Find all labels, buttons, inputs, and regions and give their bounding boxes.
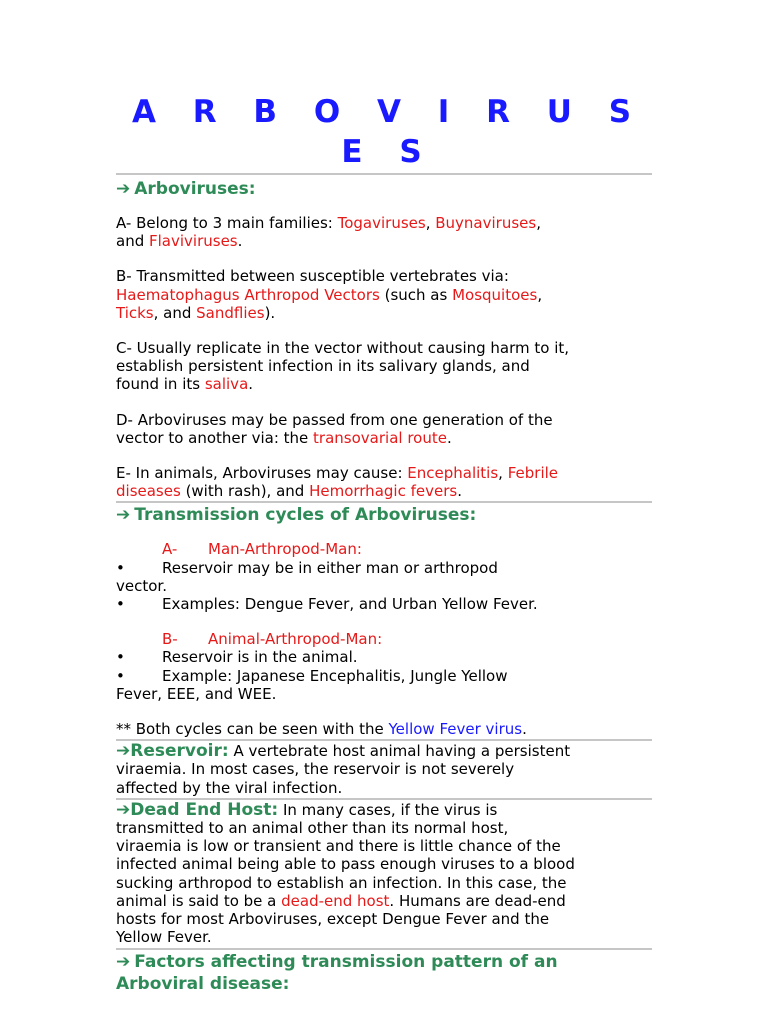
- text: .: [522, 720, 527, 739]
- text: C- Usually replicate in the vector without causing harm to it,: [116, 339, 570, 358]
- arrow-icon: ➔: [116, 179, 131, 199]
- text: In many cases, if the virus is: [278, 800, 498, 819]
- bullet-icon: •: [116, 595, 125, 614]
- text: .: [446, 428, 452, 447]
- text: viraemia. In most cases, the reservoir is not severely: [116, 760, 515, 779]
- text: viraemia is low or transient and there is little chance of the: [116, 837, 561, 856]
- divider: [116, 948, 652, 950]
- text: found in its: [116, 375, 205, 394]
- cycle-label: B-: [162, 630, 178, 649]
- heading-text: Arboviral disease:: [116, 973, 290, 994]
- text: vector to another via: the: [116, 428, 314, 447]
- section-heading-transmission: [116, 504, 652, 526]
- text: ,: [498, 464, 508, 483]
- text: E- In animals, Arboviruses may cause:: [116, 464, 408, 483]
- text: infected animal being able to pass enough viruses to a blood: [116, 855, 575, 874]
- bullet-icon: •: [116, 558, 125, 577]
- section-heading-arboviruses: [116, 178, 652, 200]
- term: Hemorrhagic fevers: [309, 482, 458, 501]
- term: dead-end host: [281, 891, 390, 910]
- arrow-icon: ➔: [116, 505, 131, 526]
- section-heading-factors: [116, 951, 652, 995]
- text: A vertebrate host animal having a persistent: [228, 742, 571, 761]
- text: Reservoir may be in either man or arthropod: [162, 558, 498, 577]
- heading-text: Reservoir:: [130, 741, 229, 762]
- text: ** Both cycles can be seen with the: [116, 720, 389, 739]
- term: Febrile: [507, 464, 559, 483]
- text: sucking arthropod to establish an infection. In this case, the: [116, 873, 567, 892]
- bullet-icon: •: [116, 666, 125, 685]
- divider: [116, 501, 652, 503]
- heading-text: Transmission cycles of Arboviruses:: [134, 505, 477, 526]
- heading-text: Dead End Host:: [130, 799, 279, 820]
- arrow-icon: ➔: [116, 799, 131, 820]
- text: ,: [537, 285, 543, 304]
- heading-text: Factors affecting transmission pattern of an: [134, 951, 558, 972]
- point-c: [116, 339, 652, 394]
- term: Sandflies: [196, 303, 265, 322]
- text: .: [248, 375, 254, 394]
- cycle-title: Man-Arthropod-Man:: [208, 540, 362, 559]
- point-e: [116, 464, 652, 500]
- text: Reservoir is in the animal.: [162, 648, 358, 667]
- heading-text: Arboviruses:: [134, 179, 256, 199]
- cycle-b: [116, 630, 652, 703]
- text: and: [116, 232, 149, 251]
- text: B- Transmitted between susceptible vertebrates via:: [116, 267, 509, 286]
- text: establish persistent infection in its salivary glands, and: [116, 357, 530, 376]
- text: , and: [153, 303, 197, 322]
- term: transovarial route: [313, 428, 447, 447]
- text: animal is said to be a: [116, 891, 282, 910]
- dead-end-host-definition: [116, 801, 652, 947]
- text: .: [457, 482, 462, 501]
- term: Buynaviruses: [435, 214, 537, 232]
- term: diseases: [116, 482, 181, 501]
- point-b: [116, 267, 652, 322]
- arrow-icon: ➔: [116, 741, 131, 762]
- cycles-note: [116, 720, 652, 738]
- point-d: [116, 411, 652, 447]
- term: Ticks: [116, 303, 154, 322]
- text: Fever, EEE, and WEE.: [116, 684, 277, 703]
- cycle-a: [116, 540, 652, 613]
- cycle-title: Animal-Arthropod-Man:: [208, 630, 383, 649]
- text: Example: Japanese Encephalitis, Jungle Yellow: [162, 666, 508, 685]
- page-title: A R B O V I R U S E S: [131, 94, 645, 170]
- term: Yellow Fever virus: [388, 720, 523, 739]
- cycle-label: A-: [162, 540, 178, 559]
- reservoir-definition: [116, 742, 652, 797]
- text: D- Arboviruses may be passed from one generation of the: [116, 410, 553, 429]
- text: ).: [264, 303, 276, 322]
- text: (such as: [379, 285, 453, 304]
- text: A- Belong to 3 main families:: [116, 214, 338, 232]
- section-heading-dead-end-host: [116, 800, 278, 820]
- bullet-icon: •: [116, 648, 125, 667]
- divider: [116, 173, 652, 175]
- text: Yellow Fever.: [116, 928, 212, 947]
- point-a: [116, 214, 652, 250]
- text: vector.: [116, 576, 167, 595]
- term: Encephalitis: [407, 464, 499, 483]
- term: Haematophagus Arthropod Vectors: [116, 285, 380, 304]
- text: Examples: Dengue Fever, and Urban Yellow Fever.: [162, 595, 538, 614]
- term: saliva: [204, 375, 249, 394]
- term: Togaviruses: [337, 214, 426, 232]
- text: . Humans are dead-end: [389, 891, 566, 910]
- text: (with rash), and: [180, 482, 310, 501]
- text: ,: [425, 214, 436, 232]
- text: ,: [536, 214, 541, 232]
- document-page: [116, 92, 652, 995]
- term: Flaviviruses: [149, 232, 238, 251]
- term: Mosquitoes: [452, 285, 538, 304]
- text: .: [237, 232, 243, 251]
- arrow-icon: ➔: [116, 951, 131, 972]
- text: affected by the viral infection.: [116, 778, 343, 797]
- section-heading-reservoir: [116, 741, 229, 761]
- text: transmitted to an animal other than its normal host,: [116, 819, 509, 838]
- text: hosts for most Arboviruses, except Dengue Fever and the: [116, 910, 550, 929]
